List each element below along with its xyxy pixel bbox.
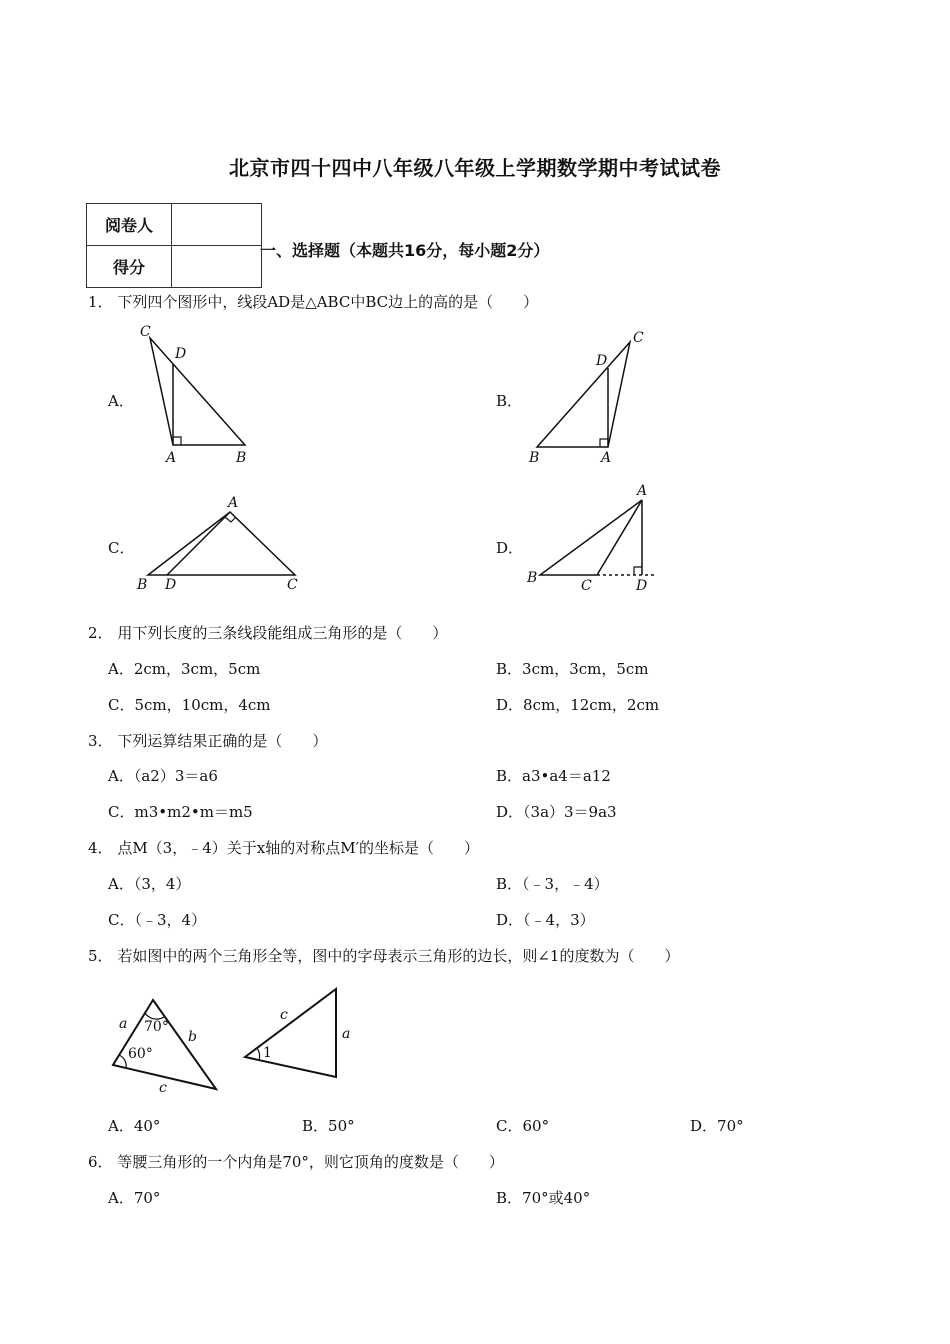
label-side-c-right: c <box>280 1007 288 1023</box>
q5-option-b: B．50° <box>302 1117 355 1135</box>
q5-option-d: D．70° <box>690 1117 744 1135</box>
reviewer-label: 阅卷人 <box>87 204 172 246</box>
right-angle-mark <box>225 517 236 522</box>
section-heading: 一、选择题（本题共16分，每小题2分） <box>260 241 550 260</box>
label-side-a-right: a <box>342 1026 351 1042</box>
q5-option-c: C．60° <box>496 1117 550 1135</box>
question-text: 等腰三角形的一个内角是70°，则它顶角的度数是（ ） <box>117 1153 504 1171</box>
q3-option-b: B．a3•a4＝a12 <box>496 767 611 785</box>
right-angle-mark <box>600 439 608 447</box>
q2-option-d: D．8cm，12cm，2cm <box>496 696 660 714</box>
triangle <box>150 338 245 445</box>
triangle <box>540 500 642 575</box>
question-text: 若如图中的两个三角形全等，图中的字母表示三角形的边长，则∠1的度数为（ ） <box>117 947 680 965</box>
q4-option-a: A．（3，4） <box>108 875 191 893</box>
question-number: 2． <box>88 624 113 642</box>
label-c: C <box>581 578 592 594</box>
label-side-b: b <box>188 1029 197 1045</box>
question-text: 点M（3，﹣4）关于x轴的对称点M′的坐标是（ ） <box>117 839 480 857</box>
label-b: B <box>236 450 247 466</box>
label-a: A <box>637 483 648 499</box>
q1-figure-a <box>130 318 270 468</box>
question-1 <box>88 292 538 312</box>
label-a: A <box>166 450 177 466</box>
question-6 <box>88 1152 504 1172</box>
question-4 <box>88 838 479 858</box>
q5-option-a: A．40° <box>108 1117 161 1135</box>
label-angle-70: 70° <box>144 1019 169 1035</box>
q2-option-a: A．2cm，3cm，5cm <box>108 660 261 678</box>
q4-option-d: D．（﹣4，3） <box>496 911 595 929</box>
q6-option-b: B．70°或40° <box>496 1189 591 1207</box>
q1-figure-b <box>520 322 660 472</box>
label-side-c: c <box>159 1080 167 1096</box>
q3-option-a: A．（a2）3＝a6 <box>108 767 218 785</box>
score-table <box>86 203 262 288</box>
question-text: 下列四个图形中，线段AD是△ABC中BC边上的高的是（ ） <box>117 293 539 311</box>
triangle-right <box>245 989 336 1077</box>
label-side-a: a <box>119 1016 128 1032</box>
q3-option-d: D．（3a）3＝9a3 <box>496 803 617 821</box>
q4-option-b: B．（﹣3，﹣4） <box>496 875 609 893</box>
segment-ad <box>167 512 230 575</box>
question-number: 4． <box>88 839 113 857</box>
label-d: D <box>636 578 648 594</box>
label-c: C <box>140 324 151 340</box>
page-title: 北京市四十四中八年级八年级上学期数学期中考试试卷 <box>229 156 721 180</box>
question-number: 5． <box>88 947 113 965</box>
q1-option-d-letter: D． <box>496 539 524 557</box>
question-text: 用下列长度的三条线段能组成三角形的是（ ） <box>117 624 448 642</box>
score-cell <box>172 246 262 288</box>
q5-figure <box>100 985 370 1100</box>
triangle-left <box>113 1000 216 1089</box>
q4-option-c: C．（﹣3，4） <box>108 911 207 929</box>
question-2 <box>88 623 447 643</box>
question-number: 3． <box>88 732 113 750</box>
q2-option-c: C．5cm，10cm，4cm <box>108 696 271 714</box>
question-text: 下列运算结果正确的是（ ） <box>117 732 328 750</box>
question-number: 6． <box>88 1153 113 1171</box>
triangle <box>537 342 630 447</box>
right-angle-mark <box>173 437 181 445</box>
question-number: 1． <box>88 293 113 311</box>
right-angle-mark <box>634 567 642 575</box>
score-label: 得分 <box>87 246 172 288</box>
q1-figure-c <box>130 490 310 600</box>
reviewer-cell <box>172 204 262 246</box>
angle-arc-1 <box>257 1048 260 1060</box>
q6-option-a: A．70° <box>108 1189 161 1207</box>
label-b: B <box>529 450 540 466</box>
label-c: C <box>633 330 644 346</box>
q3-option-c: C．m3•m2•m＝m5 <box>108 803 253 821</box>
q2-option-b: B．3cm，3cm，5cm <box>496 660 649 678</box>
label-a: A <box>601 450 612 466</box>
question-3 <box>88 731 327 751</box>
label-angle-60: 60° <box>128 1046 153 1062</box>
label-d: D <box>165 577 177 593</box>
label-angle-1: 1 <box>263 1045 272 1061</box>
q1-option-a-letter: A． <box>108 392 134 410</box>
label-b: B <box>137 577 148 593</box>
question-5 <box>88 946 679 966</box>
q1-option-c-letter: C． <box>108 539 135 557</box>
label-a: A <box>228 495 239 511</box>
label-d: D <box>596 353 608 369</box>
label-d: D <box>175 346 187 362</box>
q1-figure-d <box>520 480 670 595</box>
label-b: B <box>527 570 538 586</box>
q1-option-b-letter: B． <box>496 392 523 410</box>
label-c: C <box>287 577 298 593</box>
